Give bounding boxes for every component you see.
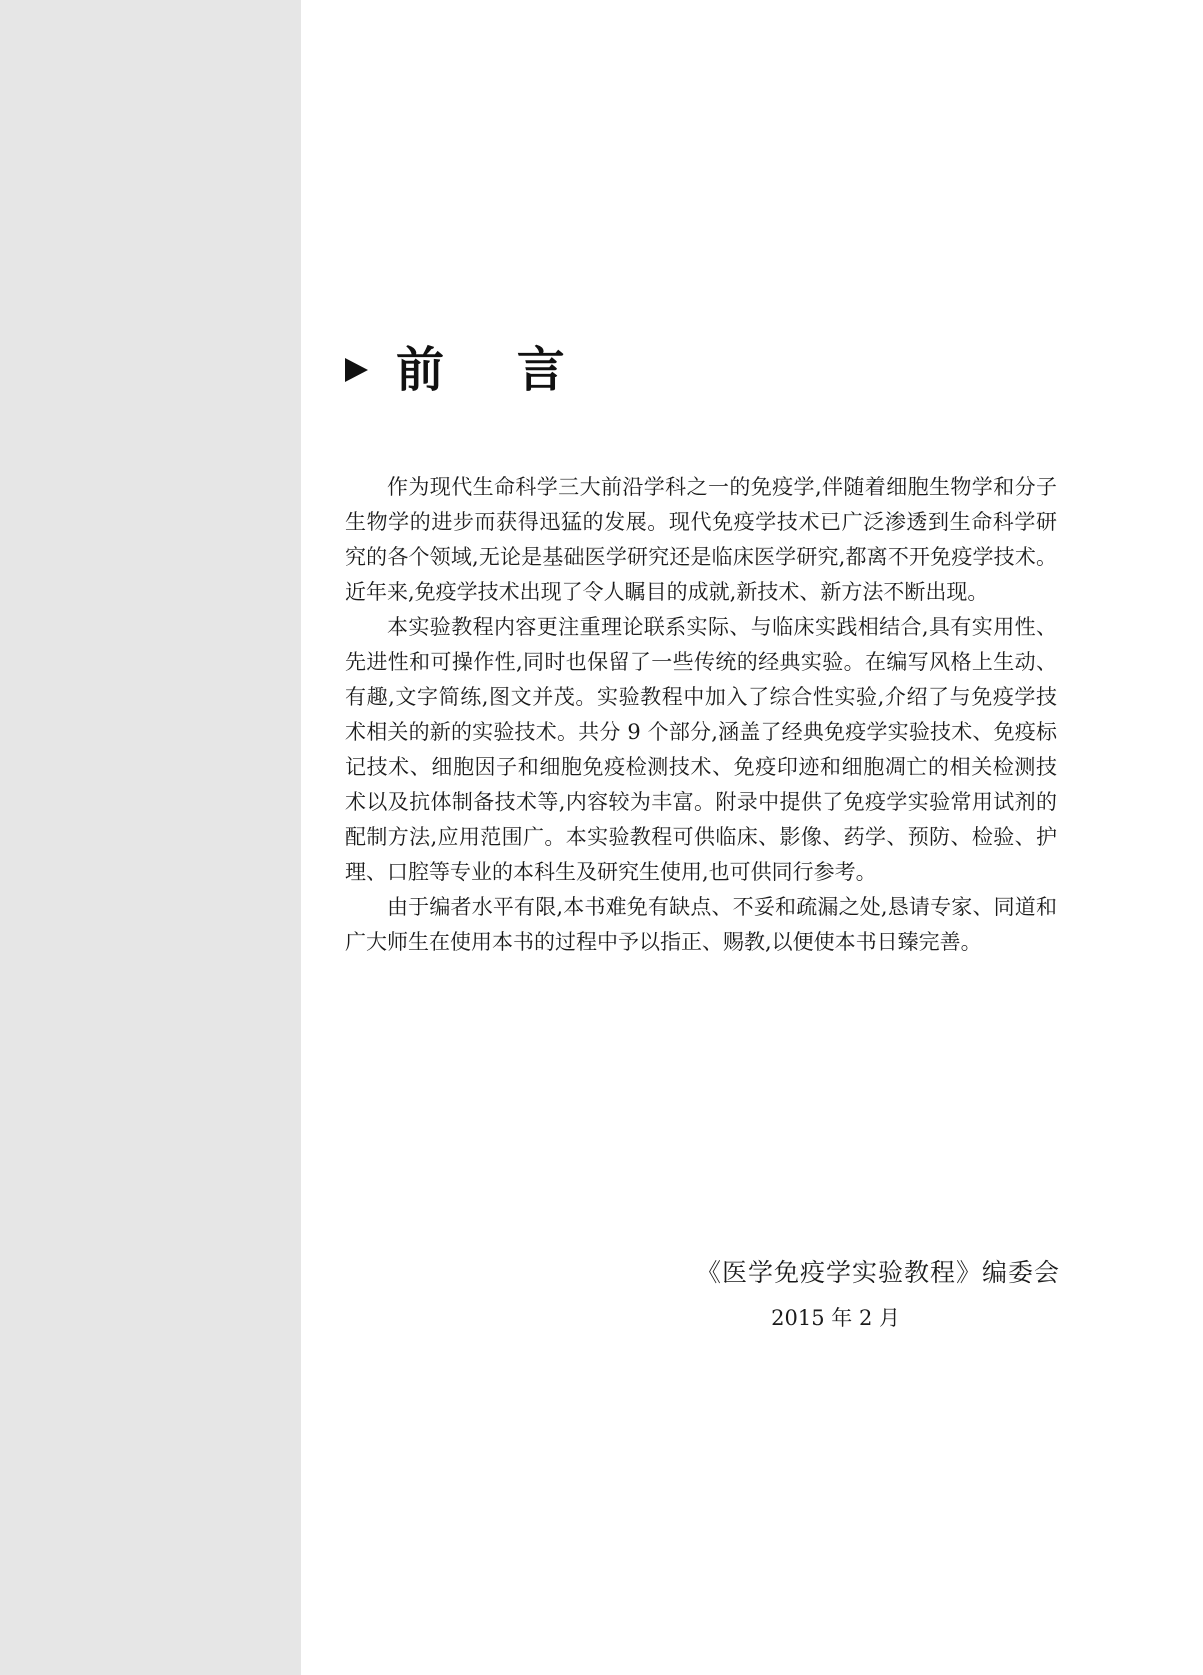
preface-heading [345,340,593,400]
triangle-marker-icon [345,358,368,382]
preface-body [345,470,1057,960]
preface-paragraph-1: 作为现代生命科学三大前沿学科之一的免疫学,伴随着细胞生物学和分子生物学的进步而获得迅猛的发展。现代免疫学技术已广泛渗透到生命科学研究的各个领域,无论是基础医学研究还是临床医学研究,都离不开免疫学技术。近年来,免疫学技术出现了令人瞩目的成就,新技术、新方法不断出现。 [345,475,1057,604]
page-side-strip [0,0,301,1675]
editorial-committee-signature: 《医学免疫学实验教程》编委会 [695,1258,1060,1287]
signature-date: 2015 年 2 月 [771,1306,900,1330]
preface-title: 前 言 [396,342,593,398]
preface-paragraph-2: 本实验教程内容更注重理论联系实际、与临床实践相结合,具有实用性、先进性和可操作性,同时也保留了一些传统的经典实验。在编写风格上生动、有趣,文字简练,图文并茂。实验教程中加入了综合性实验,介绍了与免疫学技术相关的新的实验技术。共分 9 个部分,涵盖了经典免疫学实验技术、免疫标记技术、细胞因子和细胞免疫检测技术、免疫印迹和细胞凋亡的相关检测技术以及抗体制备技术等,内容较为丰富。附录中提供了免疫学实验常用试剂的配制方法,应用范围广。本实验教程可供临床、影像、药学、预防、检验、护理、口腔等专业的本科生及研究生使用,也可供同行参考。 [345,615,1057,884]
preface-paragraph-3: 由于编者水平有限,本书难免有缺点、不妥和疏漏之处,恳请专家、同道和广大师生在使用本书的过程中予以指正、赐教,以便使本书日臻完善。 [345,895,1057,954]
